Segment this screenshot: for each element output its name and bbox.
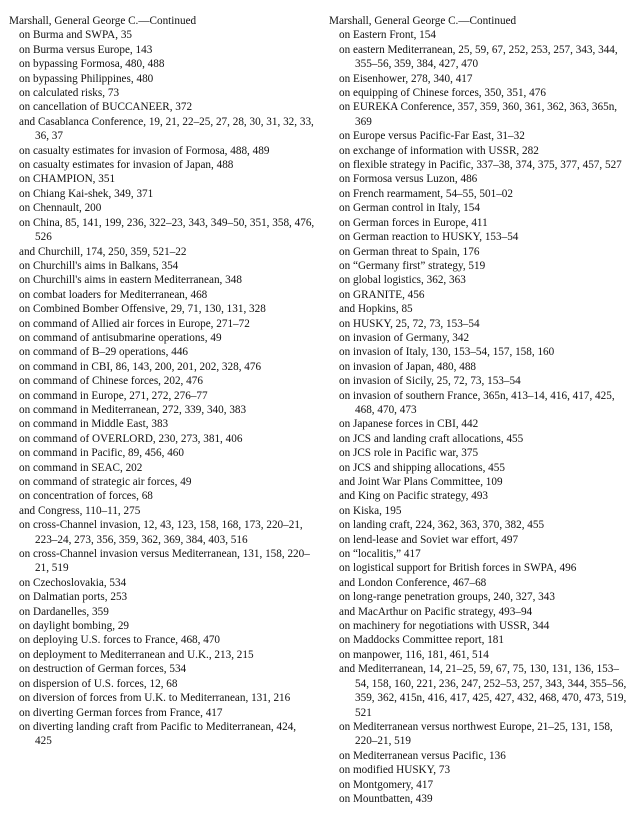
index-entry: on command in Mediterranean, 272, 339, 340, 383 bbox=[19, 403, 247, 416]
index-entry: on command of Allied air forces in Europe, 271–72 bbox=[19, 317, 250, 330]
index-entry: on logistical support for British forces in SWPA, 496 bbox=[339, 562, 577, 575]
index-entry: on Mediterranean versus northwest Europe, 21–25, 131, 158, 220–21, 519 bbox=[339, 720, 613, 748]
index-column-right bbox=[329, 14, 632, 806]
index-entry: on command in Europe, 271, 272, 276–77 bbox=[19, 389, 208, 402]
index-entry: on Mountbatten, 439 bbox=[339, 792, 433, 805]
index-entry: on JCS role in Pacific war, 375 bbox=[339, 447, 479, 460]
index-entry: on Combined Bomber Offensive, 29, 71, 130, 131, 328 bbox=[19, 303, 266, 316]
index-entry: on Kiska, 195 bbox=[339, 504, 402, 517]
index-entry: and London Conference, 467–68 bbox=[339, 576, 487, 589]
index-entry: on Europe versus Pacific-Far East, 31–32 bbox=[339, 130, 525, 143]
index-entry: on German control in Italy, 154 bbox=[339, 202, 480, 215]
index-entry: on Czechoslovakia, 534 bbox=[19, 576, 127, 589]
index-entry: on exchange of information with USSR, 282 bbox=[339, 144, 539, 157]
index-entry: on command of Chinese forces, 202, 476 bbox=[19, 375, 203, 388]
index-entry: on Maddocks Committee report, 181 bbox=[339, 634, 504, 647]
index-entry: on manpower, 116, 181, 461, 514 bbox=[339, 648, 489, 661]
index-entry: and MacArthur on Pacific strategy, 493–94 bbox=[339, 605, 533, 618]
index-entry: on modified HUSKY, 73 bbox=[339, 764, 451, 777]
index-entry: on command in Pacific, 89, 456, 460 bbox=[19, 447, 184, 460]
index-entry: on HUSKY, 25, 72, 73, 153–54 bbox=[339, 317, 480, 330]
index-entry: on bypassing Philippines, 480 bbox=[19, 72, 154, 85]
index-entry: and King on Pacific strategy, 493 bbox=[339, 490, 489, 503]
index-entry: on machinery for negotiations with USSR, 344 bbox=[339, 620, 550, 633]
index-entry: on command of strategic air forces, 49 bbox=[19, 476, 192, 488]
index-entry: on CHAMPION, 351 bbox=[19, 173, 116, 186]
index-entry: on invasion of Sicily, 25, 72, 73, 153–54 bbox=[339, 375, 521, 388]
index-entry: on concentration of forces, 68 bbox=[19, 490, 153, 503]
index-entry: and Hopkins, 85 bbox=[339, 303, 413, 316]
index-entry: on eastern Mediterranean, 25, 59, 67, 252, 253, 257, 343, 344, 355–56, 359, 384, 427, 470 bbox=[339, 43, 618, 71]
index-entry: on Eastern Front, 154 bbox=[339, 29, 436, 42]
index-entry: on diverting landing craft from Pacific to Mediterranean, 424, 425 bbox=[19, 720, 297, 748]
index-entry: on casualty estimates for invasion of Formosa, 488, 489 bbox=[19, 144, 270, 157]
index-entry: on Eisenhower, 278, 340, 417 bbox=[339, 72, 473, 85]
index-entry: on Chennault, 200 bbox=[19, 202, 102, 215]
index-entry: and Congress, 110–11, 275 bbox=[19, 504, 141, 517]
index-entry: on Chiang Kai-shek, 349, 371 bbox=[19, 187, 154, 200]
index-entry: on German reaction to HUSKY, 153–54 bbox=[339, 231, 519, 244]
index-entry: on Churchill's aims in eastern Mediterranean, 348 bbox=[19, 274, 242, 287]
index-entry: on Montgomery, 417 bbox=[339, 778, 434, 791]
index-entry: on invasion of southern France, 365n, 413–14, 416, 417, 425, 468, 470, 473 bbox=[339, 389, 615, 416]
index-entry: on EUREKA Conference, 357, 359, 360, 361, 362, 363, 365n, 369 bbox=[339, 101, 618, 128]
index-entry: on daylight bombing, 29 bbox=[19, 620, 130, 633]
index-entry: on equipping of Chinese forces, 350, 351, 476 bbox=[339, 87, 546, 100]
index-entry: on cross-Channel invasion, 12, 43, 123, 158, 168, 173, 220–21, 223–24, 273, 356, 359, 362, 369, 384, 403, 516 bbox=[19, 519, 303, 546]
index-entry: on Formosa versus Luzon, 486 bbox=[339, 173, 478, 186]
index-entry: on command of OVERLORD, 230, 273, 381, 406 bbox=[19, 432, 243, 445]
index-entry: on dispersion of U.S. forces, 12, 68 bbox=[19, 677, 178, 690]
index-entry: on Mediterranean versus Pacific, 136 bbox=[339, 749, 506, 762]
index-heading: Marshall, General George C.—Continued bbox=[9, 15, 197, 27]
index-entry: on flexible strategy in Pacific, 337–38, 374, 375, 377, 457, 527 bbox=[339, 159, 622, 172]
index-entry: on cross-Channel invasion versus Mediterranean, 131, 158, 220–21, 519 bbox=[19, 548, 310, 575]
index-entry: and Churchill, 174, 250, 359, 521–22 bbox=[19, 245, 187, 258]
index-entry: on Dalmatian ports, 253 bbox=[19, 591, 128, 604]
index-entry: and Joint War Plans Committee, 109 bbox=[339, 476, 503, 488]
index-entry: on command in CBI, 86, 143, 200, 201, 202, 328, 476 bbox=[19, 360, 262, 373]
index-entry-list bbox=[329, 28, 632, 806]
index-entry: on Dardanelles, 359 bbox=[19, 605, 109, 618]
index-entry: on deploying U.S. forces to France, 468, 470 bbox=[19, 634, 221, 647]
index-entry: on combat loaders for Mediterranean, 468 bbox=[19, 288, 208, 301]
index-entry: on GRANITE, 456 bbox=[339, 288, 425, 301]
index-entry: on command of B–29 operations, 446 bbox=[19, 346, 189, 359]
index-entry: on Burma and SWPA, 35 bbox=[19, 29, 133, 42]
index-entry: on German forces in Europe, 411 bbox=[339, 216, 488, 229]
index-entry: on French rearmament, 54–55, 501–02 bbox=[339, 187, 513, 200]
index-entry: on diversion of forces from U.K. to Mediterranean, 131, 216 bbox=[19, 692, 291, 705]
index-entry: on diverting German forces from France, 417 bbox=[19, 706, 223, 719]
index-entry: on China, 85, 141, 199, 236, 322–23, 343, 349–50, 351, 358, 476, 526 bbox=[19, 216, 315, 244]
index-entry: on calculated risks, 73 bbox=[19, 87, 120, 100]
index-entry: on JCS and shipping allocations, 455 bbox=[339, 461, 505, 474]
index-entry: on deployment to Mediterranean and U.K., 213, 215 bbox=[19, 648, 254, 661]
index-entry: on landing craft, 224, 362, 363, 370, 382, 455 bbox=[339, 519, 545, 532]
index-entry: on lend-lease and Soviet war effort, 497 bbox=[339, 533, 519, 546]
index-entry: on “Germany first” strategy, 519 bbox=[339, 259, 486, 272]
index-entry: on command of antisubmarine operations, 49 bbox=[19, 331, 222, 344]
index-entry: and Casablanca Conference, 19, 21, 22–25, 27, 28, 30, 31, 32, 33, 36, 37 bbox=[19, 115, 314, 143]
index-entry: on JCS and landing craft allocations, 455 bbox=[339, 432, 524, 445]
index-entry: on “localitis,” 417 bbox=[339, 548, 421, 561]
index-entry: on command in SEAC, 202 bbox=[19, 461, 143, 474]
index-column-left bbox=[9, 14, 315, 749]
index-entry: on long-range penetration groups, 240, 327, 343 bbox=[339, 591, 555, 604]
index-entry: on command in Middle East, 383 bbox=[19, 418, 169, 431]
index-entry: on invasion of Germany, 342 bbox=[339, 331, 470, 344]
index-entry: on Japanese forces in CBI, 442 bbox=[339, 418, 479, 431]
index-entry: on German threat to Spain, 176 bbox=[339, 245, 480, 258]
index-entry: on casualty estimates for invasion of Japan, 488 bbox=[19, 159, 234, 172]
index-entry: on destruction of German forces, 534 bbox=[19, 663, 187, 676]
index-entry: on cancellation of BUCCANEER, 372 bbox=[19, 101, 193, 114]
index-entry: on invasion of Italy, 130, 153–54, 157, 158, 160 bbox=[339, 346, 555, 359]
index-entry: on bypassing Formosa, 480, 488 bbox=[19, 58, 165, 71]
index-entry-list bbox=[9, 28, 315, 748]
index-heading: Marshall, General George C.—Continued bbox=[329, 15, 517, 27]
index-entry: on Burma versus Europe, 143 bbox=[19, 43, 153, 56]
index-entry: on Churchill's aims in Balkans, 354 bbox=[19, 259, 179, 272]
index-entry: and Mediterranean, 14, 21–25, 59, 67, 75, 130, 131, 136, 153–54, 158, 160, 221, 236, 247, 252–53, 257, 343, 344, 355–56, 359, 362, 415n, 416, 417, 425, 427, 432, 468, 470, 473, 519, 521 bbox=[339, 663, 627, 719]
index-entry: on invasion of Japan, 480, 488 bbox=[339, 360, 477, 373]
index-entry: on global logistics, 362, 363 bbox=[339, 274, 466, 287]
